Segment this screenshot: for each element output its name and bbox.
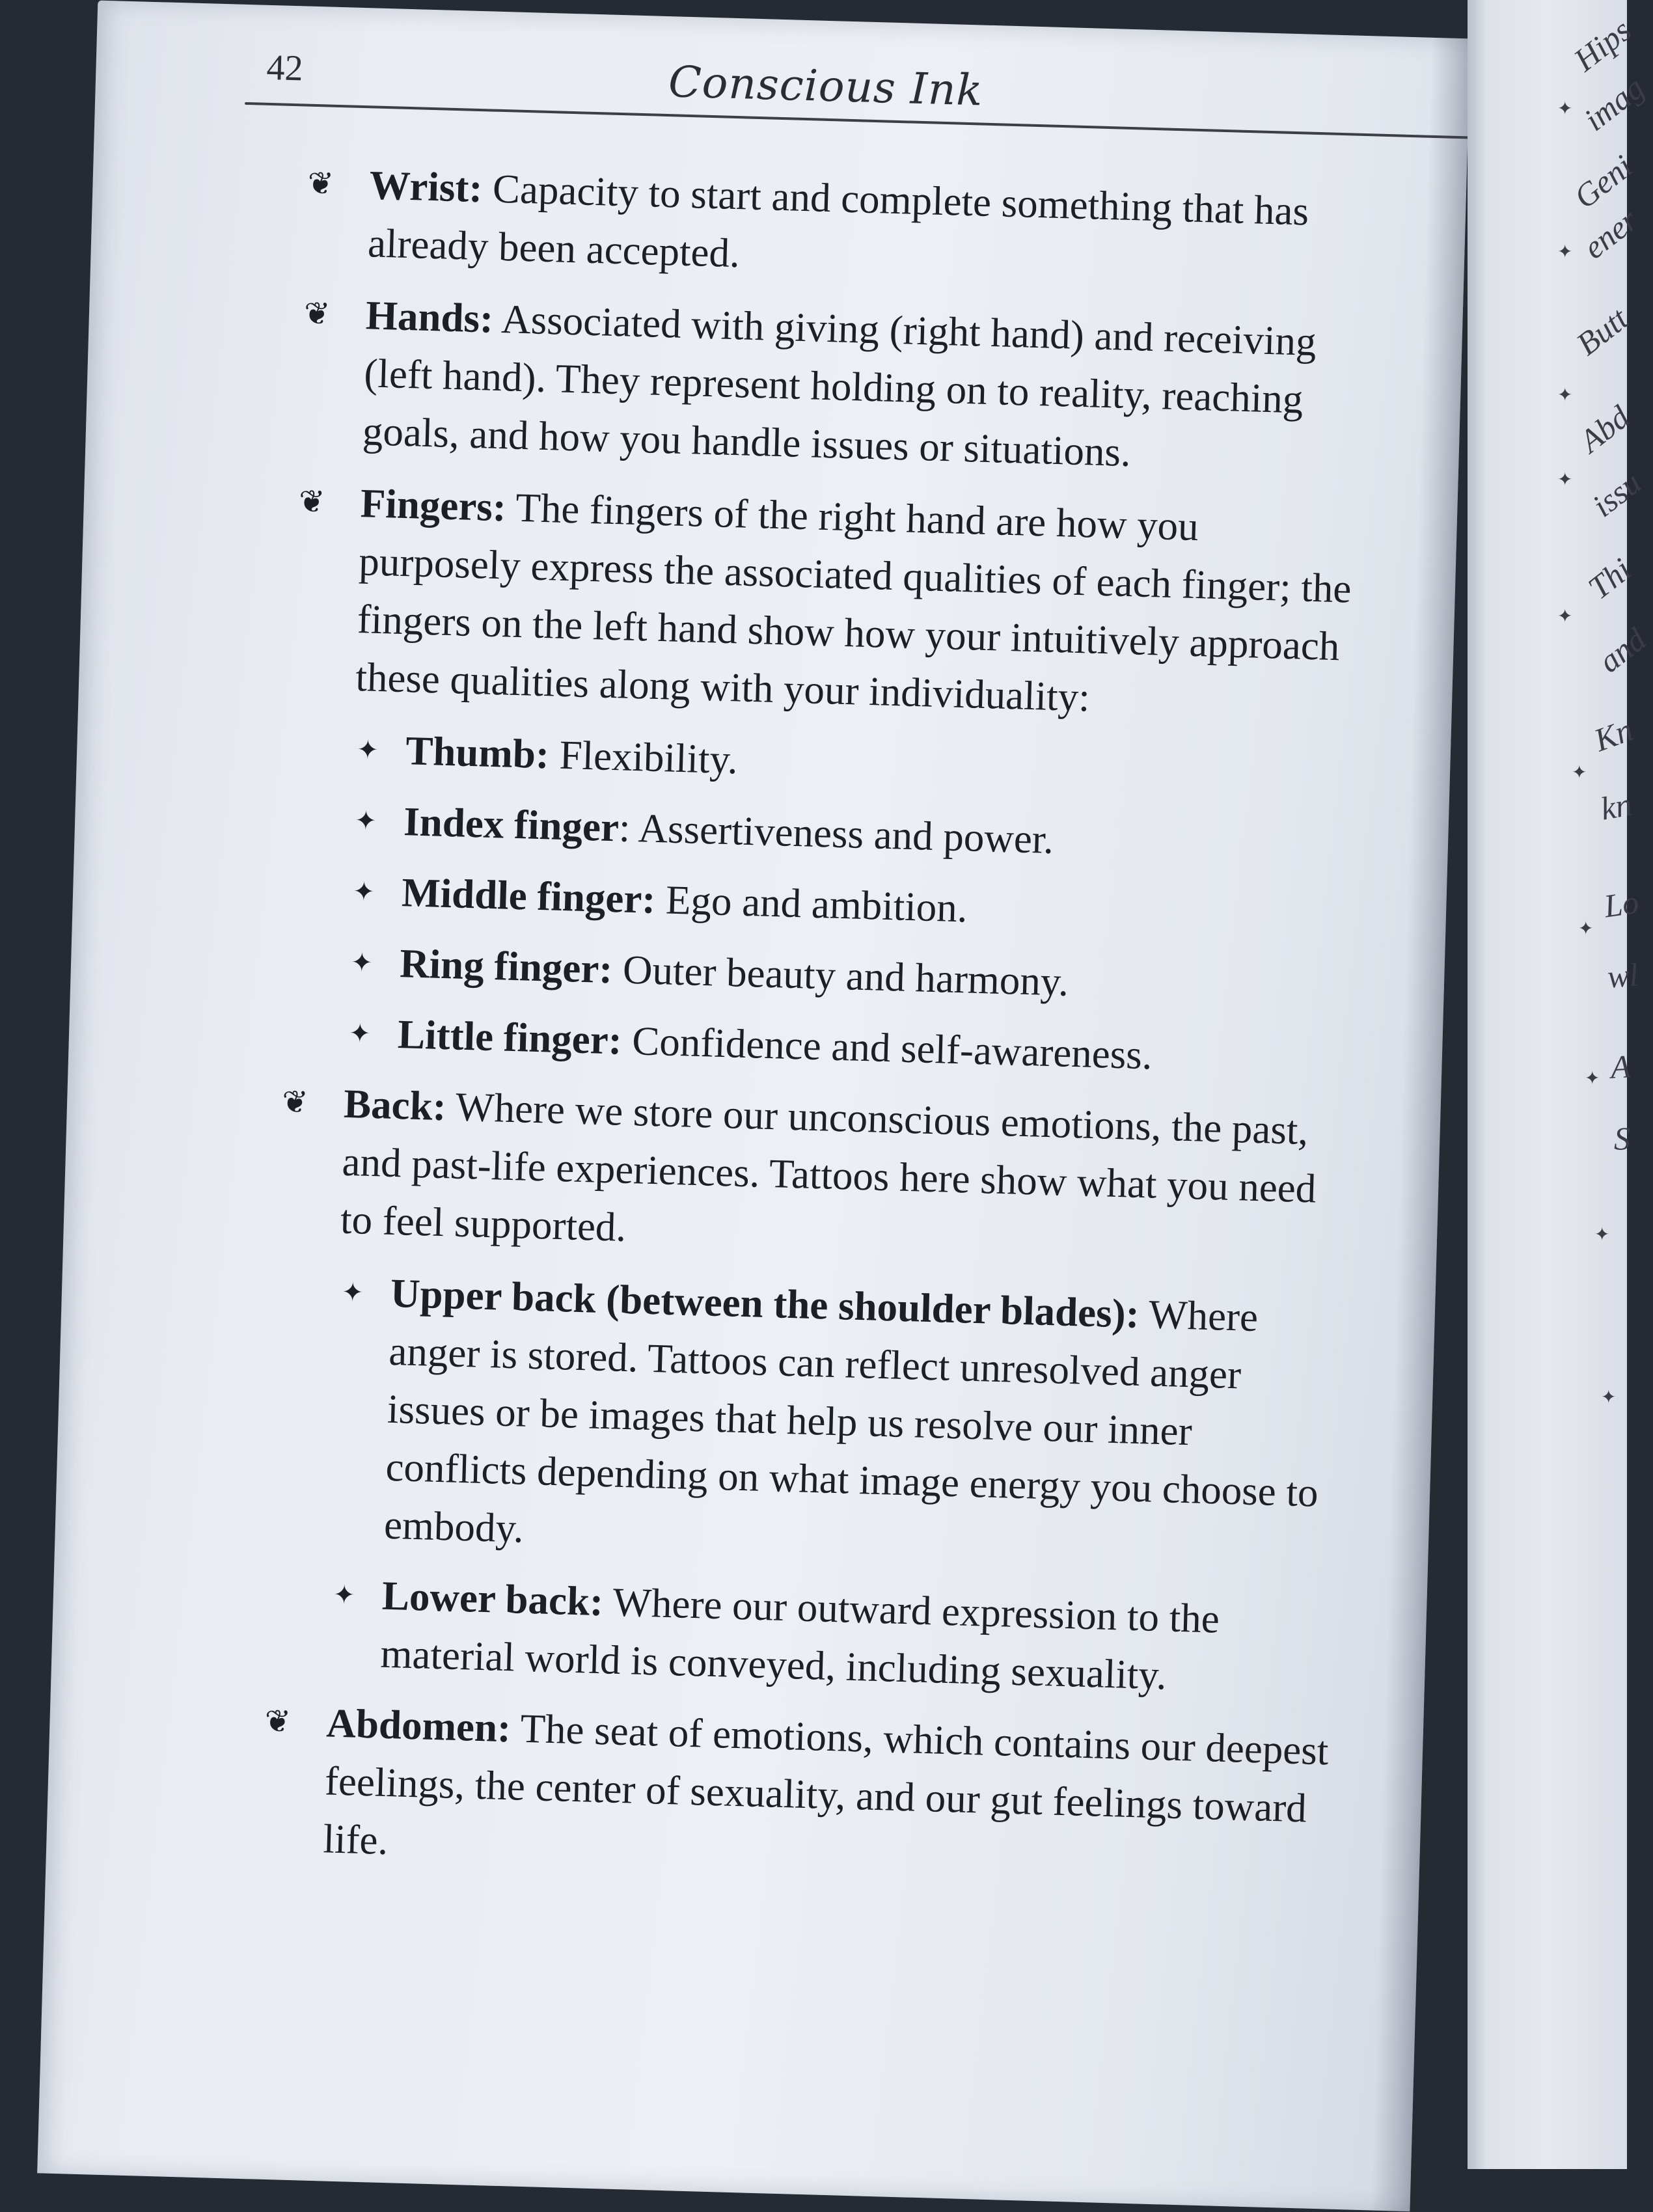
diamond-bullet-icon: ✦ [1585,1069,1600,1089]
sub-item-thumb [291,718,1359,806]
scroll-flourish-icon: ❦ [307,166,335,202]
facing-fragment: wl [1605,956,1640,995]
diamond-bullet-icon: ✦ [1557,607,1573,627]
diamond-bullet-icon: ✦ [348,1018,372,1048]
item-text: Ego and ambition. [655,877,968,931]
facing-fragment: Thi [1581,551,1638,607]
scroll-flourish-icon: ❦ [298,484,325,520]
sub-item-index-finger [289,789,1358,877]
item-term: Middle finger: [401,869,657,922]
item-term: Lower back: [381,1572,605,1625]
diamond-bullet-icon: ✦ [1557,385,1573,405]
facing-fragment: Hips [1566,11,1638,79]
diamond-bullet-icon: ✦ [1594,1225,1610,1245]
item-text: : Assertiveness and power. [618,804,1055,863]
diamond-bullet-icon: ✦ [1557,470,1573,490]
item-text: Where we store our unconscious emotions, the past, and past-life experiences. Tattoos here show what you need to feel supported. [340,1084,1317,1250]
list-item-abdomen [260,1693,1332,1896]
item-term: Wrist: [368,162,484,212]
item-term: Index finger [403,799,620,851]
list-item-back [278,1073,1350,1277]
facing-fragment: Kn [1589,711,1638,759]
facing-fragment: Lo [1602,883,1641,925]
facing-fragment: S [1614,1120,1630,1156]
item-text: Where our outward expression to the material world is conveyed, including sexuality. [379,1579,1220,1699]
facing-fragment: Abd [1572,398,1637,459]
diamond-bullet-icon: ✦ [1557,99,1573,119]
item-term: Hands: [365,292,495,342]
sub-item-upper-back [269,1261,1345,1581]
running-title: Conscious Ink [668,57,984,116]
diamond-bullet-icon: ✦ [1572,763,1587,783]
diamond-bullet-icon: ✦ [341,1277,364,1307]
item-term: Fingers: [360,480,507,530]
item-term: Thumb: [405,728,550,778]
item-term: Ring finger: [399,940,614,992]
facing-fragment: issu [1585,463,1648,525]
item-term: Back: [343,1080,447,1130]
scroll-flourish-icon: ❦ [281,1085,309,1121]
sub-item-middle-finger [287,860,1356,948]
diamond-bullet-icon: ✦ [1557,242,1573,262]
diamond-bullet-icon: ✦ [356,735,379,765]
item-term: Little finger: [397,1011,623,1063]
item-text: The fingers of the right hand are how you purposely express the associated qualities of each finger; the fingers on the left hand show how your intuitively approach these qualities along with your individuality: [355,484,1352,720]
facing-fragment: and [1591,620,1653,680]
diamond-bullet-icon: ✦ [1601,1387,1617,1408]
facing-fragment: Butt [1569,300,1635,362]
item-text: Confidence and self-awareness. [621,1017,1153,1078]
item-text: Outer beauty and harmony. [612,946,1070,1005]
page-number: 42 [266,47,304,89]
item-text: Capacity to start and complete something that has already been accepted. [367,165,1310,277]
sub-item-lower-back [266,1564,1335,1710]
item-term: Abdomen: [325,1700,512,1751]
body-text [260,155,1375,1911]
facing-fragment: A [1609,1048,1632,1086]
list-item-wrist [305,155,1375,301]
facing-fragment: Geni [1567,148,1640,215]
item-term: Upper back (between the shoulder blades): [390,1270,1140,1337]
item-text: Flexibility. [548,731,739,783]
scroll-flourish-icon: ❦ [303,296,331,332]
item-text: Associated with giving (right hand) and receiving (left hand). They represent holding on to reality, reaching goals, and how you handle issues or situations. [362,295,1317,476]
facing-fragment: ener [1576,201,1645,266]
item-text: Where anger is stored. Tattoos can reflect unresolved anger issues or be images that help us resolve our inner conflicts depending on what image energy you choose to embody. [383,1291,1319,1551]
book-page [37,1,1470,2212]
sub-item-little-finger [283,1002,1352,1090]
diamond-bullet-icon: ✦ [1578,919,1594,939]
item-text: The seat of emotions, which contains our deepest feelings, the center of sexuality, and our gut feelings toward life. [322,1705,1330,1864]
list-item-fingers [293,472,1366,734]
sub-item-ring-finger [285,931,1354,1019]
diamond-bullet-icon: ✦ [354,806,377,836]
facing-fragment: imag [1577,69,1651,138]
list-item-hands [300,285,1372,489]
scroll-flourish-icon: ❦ [264,1704,292,1740]
facing-page-edge [1468,0,1653,2169]
diamond-bullet-icon: ✦ [352,877,376,907]
diamond-bullet-icon: ✦ [333,1579,356,1610]
facing-fragment: kn [1598,785,1635,827]
diamond-bullet-icon: ✦ [350,947,374,977]
gutter-shadow [1371,38,1470,2211]
